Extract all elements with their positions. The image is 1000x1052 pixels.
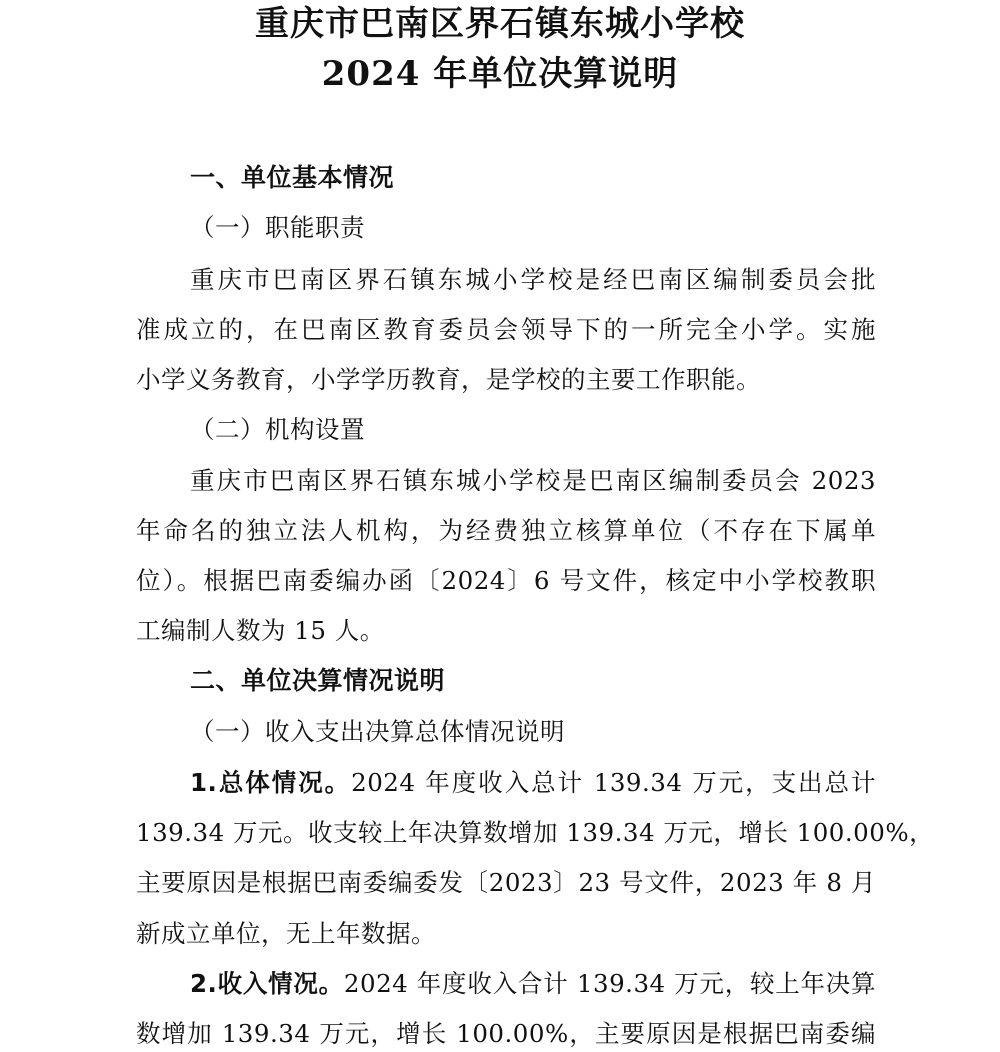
body-line: 小学义务教育，小学学历教育，是学校的主要工作职能。 bbox=[136, 365, 761, 394]
body-line: 工编制人数为 15 人。 bbox=[136, 616, 385, 645]
section2-sub1-heading: （一）收入支出决算总体情况说明 bbox=[190, 717, 565, 746]
body-line: 位）。根据巴南委编办函〔2024〕6 号文件，核定中小学校教职 bbox=[136, 566, 876, 595]
body-line: 重庆市巴南区界石镇东城小学校是巴南区编制委员会 2023 bbox=[190, 466, 876, 495]
paragraph-lead-income: 2.收入情况。 bbox=[190, 969, 344, 998]
section1-sub2-heading: （二）机构设置 bbox=[190, 415, 365, 444]
document-title-line2: 2024 年单位决算说明 bbox=[321, 54, 679, 94]
paragraph-income-line1 bbox=[190, 966, 876, 1002]
section2-heading: 二、单位决算情况说明 bbox=[190, 666, 446, 695]
body-line: 主要原因是根据巴南委编委发〔2023〕23 号文件，2023 年 8 月 bbox=[136, 868, 876, 897]
body-line: 准成立的，在巴南区教育委员会领导下的一所完全小学。实施 bbox=[136, 315, 876, 344]
section1-heading: 一、单位基本情况 bbox=[190, 163, 395, 192]
body-text: 2024 年度收入合计 139.34 万元，较上年决算 bbox=[343, 969, 876, 998]
body-line: 重庆市巴南区界石镇东城小学校是经巴南区编制委员会批 bbox=[190, 265, 876, 294]
body-line: 139.34 万元。收支较上年决算数增加 139.34 万元，增长 100.00%， bbox=[136, 818, 935, 847]
section1-sub1-heading: （一）职能职责 bbox=[190, 213, 365, 242]
document-title-line1: 重庆市巴南区界石镇东城小学校 bbox=[255, 4, 745, 44]
paragraph-lead-overall: 1.总体情况。 bbox=[190, 768, 352, 797]
body-line: 新成立单位，无上年数据。 bbox=[136, 919, 436, 948]
paragraph-overall-line1 bbox=[190, 765, 876, 801]
body-line: 数增加 139.34 万元，增长 100.00%，主要原因是根据巴南委编 bbox=[136, 1019, 876, 1048]
body-text: 2024 年度收入总计 139.34 万元，支出总计 bbox=[351, 768, 876, 797]
body-line: 年命名的独立法人机构，为经费独立核算单位（不存在下属单 bbox=[136, 516, 876, 545]
